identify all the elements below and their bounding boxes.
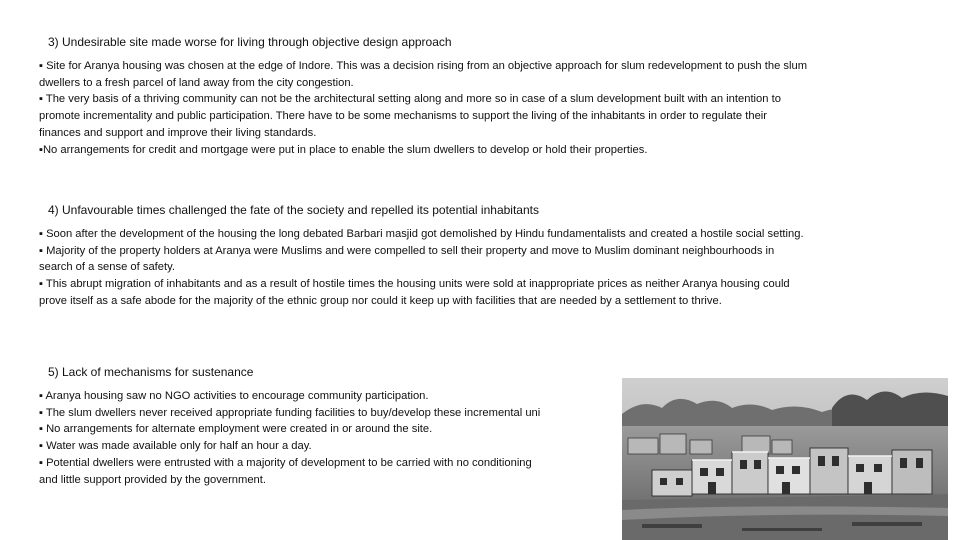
body-line: prove itself as a safe abode for the majority of the ethnic group nor could it keep up with facilities that are needed by a settlement to thrive. (39, 294, 722, 307)
section-3-heading: 3) Undesirable site made worse for living through objective design approach (48, 35, 452, 49)
body-line: and little support provided by the government. (39, 473, 266, 486)
body-line: ▪ Majority of the property holders at Aranya were Muslims and were compelled to sell their property and move to Muslim dominant neighbourhoods in (39, 244, 775, 257)
body-line: ▪ This abrupt migration of inhabitants and as a result of hostile times the housing units were sold at inappropriate prices as neither Aranya housing could (39, 278, 790, 291)
body-line: dwellers to a fresh parcel of land away from the city congestion. (39, 76, 354, 89)
body-line: search of a sense of safety. (39, 261, 175, 274)
body-line: ▪ Water was made available only for half an hour a day. (39, 440, 312, 453)
section-5-body (39, 388, 540, 488)
section-4-body (39, 226, 804, 310)
body-line: ▪ Soon after the development of the housing the long debated Barbari masjid got demolished by Hindu fundamentalists and created a hostile social setting. (39, 228, 804, 240)
section-4-heading: 4) Unfavourable times challenged the fate of the society and repelled its potential inhabitants (48, 203, 539, 217)
section-5-heading: 5) Lack of mechanisms for sustenance (48, 365, 254, 379)
body-line: ▪ The very basis of a thriving community can not be the architectural setting along and more so in case of a slum development built with an intention to (39, 93, 781, 106)
body-line: ▪ The slum dwellers never received appropriate funding facilities to buy/develop these incremental uni (39, 406, 541, 419)
body-line: finances and support and improve their living standards. (39, 126, 317, 139)
body-line: ▪No arrangements for credit and mortgage were put in place to enable the slum dwellers to develop or hold their properties. (39, 143, 648, 156)
aranya-housing-photo (622, 378, 948, 540)
body-line: ▪ Site for Aranya housing was chosen at the edge of Indore. This was a decision rising from an objective approach for slum redevelopment to push the slum (39, 60, 808, 72)
body-line: ▪ Aranya housing saw no NGO activities to encourage community participation. (39, 390, 429, 402)
section-3-body (39, 58, 807, 158)
body-line: ▪ No arrangements for alternate employment were created in or around the site. (39, 423, 433, 436)
body-line: promote incrementality and public participation. There have to be some mechanisms to support the living of the inhabitants in order to regulate their (39, 110, 768, 123)
body-line: ▪ Potential dwellers were entrusted with a majority of development to be carried with no conditioning (39, 456, 532, 469)
